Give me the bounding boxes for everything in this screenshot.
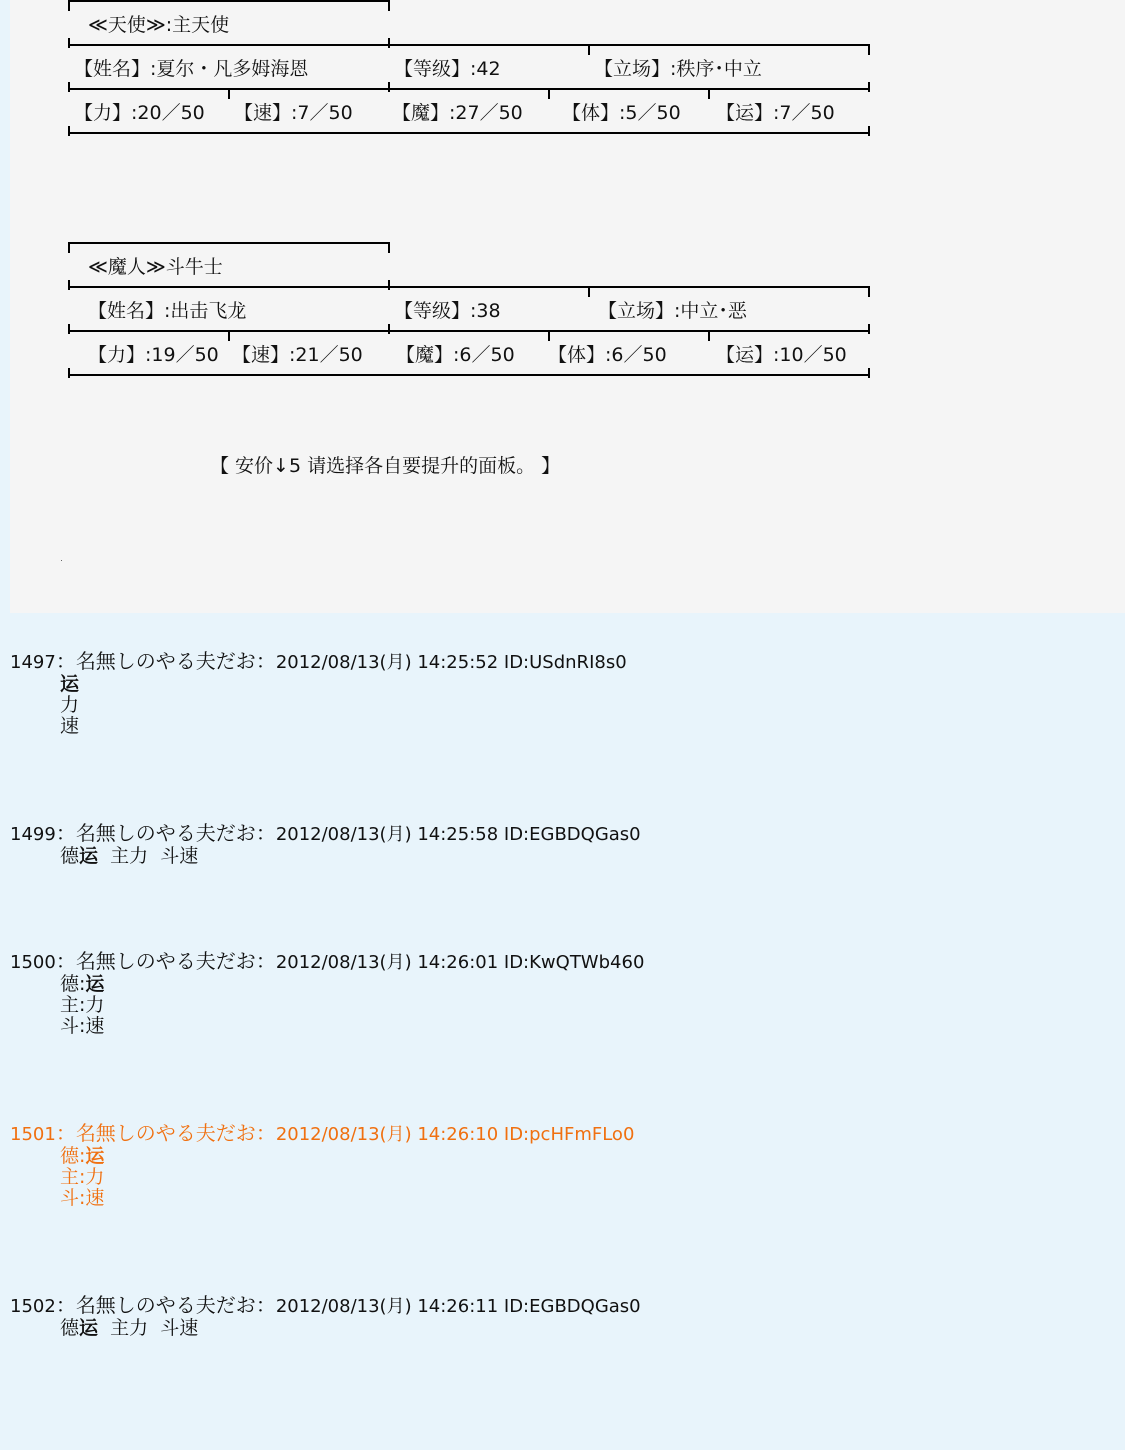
post-header: 1499：名無しのやる夫だお：2012/08/13(月) 14:25:58 ID:EGBDQGas0 bbox=[10, 821, 641, 845]
post-line: 德运 主力 斗速 bbox=[60, 1317, 199, 1339]
poster-name: 名無しのやる夫だお bbox=[75, 649, 256, 673]
post-body bbox=[60, 1318, 1110, 1339]
post-number[interactable]: 1502 bbox=[10, 1296, 56, 1317]
post-date-id: 2012/08/13(月) 14:26:11 ID:EGBDQGas0 bbox=[275, 1296, 641, 1317]
stat-body: 【体】:5／50 bbox=[562, 102, 681, 124]
card-alignment: 【立场】:秩序･中立 bbox=[594, 58, 762, 80]
post-1502 bbox=[10, 1294, 1110, 1339]
card-alignment: 【立场】:中立･恶 bbox=[598, 300, 747, 322]
stat-speed: 【速】:21／50 bbox=[232, 344, 363, 366]
card-class-label: ≪魔人≫斗牛士 bbox=[88, 256, 223, 278]
stat-body: 【体】:6／50 bbox=[548, 344, 667, 366]
post-line: 德:运 bbox=[60, 1145, 105, 1167]
card-level: 【等级】:42 bbox=[394, 58, 501, 80]
stat-luck: 【运】:7／50 bbox=[716, 102, 835, 124]
stray-dot bbox=[61, 560, 62, 561]
post-date-id: 2012/08/13(月) 14:26:01 ID:KwQTWb460 bbox=[275, 952, 645, 973]
post-date-id: 2012/08/13(月) 14:26:10 ID:pcHFmFLo0 bbox=[275, 1124, 635, 1145]
post-line: 斗:速 bbox=[60, 1015, 105, 1037]
poster-name: 名無しのやる夫だお bbox=[75, 821, 256, 845]
stat-magic: 【魔】:6／50 bbox=[396, 344, 515, 366]
post-number[interactable]: 1499 bbox=[10, 824, 56, 845]
post-line: 斗:速 bbox=[60, 1187, 105, 1209]
anchor-instruction-text: 【 安价↓5 请选择各自要提升的面板。 】 bbox=[210, 455, 561, 477]
post-line: 德:运 bbox=[60, 973, 105, 995]
post-number[interactable]: 1497 bbox=[10, 652, 56, 673]
card-name: 【姓名】:出击飞龙 bbox=[88, 300, 247, 322]
post-line: 力 bbox=[60, 694, 80, 716]
post-body bbox=[60, 1146, 1110, 1209]
post-date-id: 2012/08/13(月) 14:25:52 ID:USdnRI8s0 bbox=[275, 652, 627, 673]
post-1499 bbox=[10, 822, 1110, 867]
poster-name: 名無しのやる夫だお bbox=[75, 949, 256, 973]
stat-luck: 【运】:10／50 bbox=[716, 344, 847, 366]
poster-name: 名無しのやる夫だお bbox=[75, 1121, 256, 1145]
post-header: 1501：名無しのやる夫だお：2012/08/13(月) 14:26:10 ID:pcHFmFLo0 bbox=[10, 1121, 635, 1145]
card-name: 【姓名】:夏尔・凡多姆海恩 bbox=[74, 58, 309, 80]
stat-strength: 【力】:19／50 bbox=[88, 344, 219, 366]
post-line: 速 bbox=[60, 715, 80, 737]
post-body bbox=[60, 674, 1110, 737]
post-1497 bbox=[10, 650, 1110, 737]
post-body bbox=[60, 846, 1110, 867]
stat-magic: 【魔】:27／50 bbox=[392, 102, 523, 124]
post-date-id: 2012/08/13(月) 14:25:58 ID:EGBDQGas0 bbox=[275, 824, 641, 845]
post-1500 bbox=[10, 950, 1110, 1037]
post-number[interactable]: 1501 bbox=[10, 1124, 56, 1145]
poster-name: 名無しのやる夫だお bbox=[75, 1293, 256, 1317]
status-card-angel bbox=[68, 0, 870, 141]
stat-strength: 【力】:20／50 bbox=[74, 102, 205, 124]
card-level: 【等级】:38 bbox=[394, 300, 501, 322]
stat-speed: 【速】:7／50 bbox=[234, 102, 353, 124]
post-header: 1502：名無しのやる夫だお：2012/08/13(月) 14:26:11 ID:EGBDQGas0 bbox=[10, 1293, 641, 1317]
post-line: 德运 主力 斗速 bbox=[60, 845, 199, 867]
post-header: 1500：名無しのやる夫だお：2012/08/13(月) 14:26:01 ID:KwQTWb460 bbox=[10, 949, 645, 973]
status-card-demon bbox=[68, 242, 870, 383]
post-header: 1497：名無しのやる夫だお：2012/08/13(月) 14:25:52 ID:USdnRI8s0 bbox=[10, 649, 627, 673]
post-line: 主:力 bbox=[60, 1166, 105, 1188]
post-number[interactable]: 1500 bbox=[10, 952, 56, 973]
post-1501 bbox=[10, 1122, 1110, 1209]
post-line: 主:力 bbox=[60, 994, 105, 1016]
post-line: 运 bbox=[60, 673, 80, 695]
post-body bbox=[60, 974, 1110, 1037]
card-class-label: ≪天使≫:主天使 bbox=[88, 14, 230, 36]
